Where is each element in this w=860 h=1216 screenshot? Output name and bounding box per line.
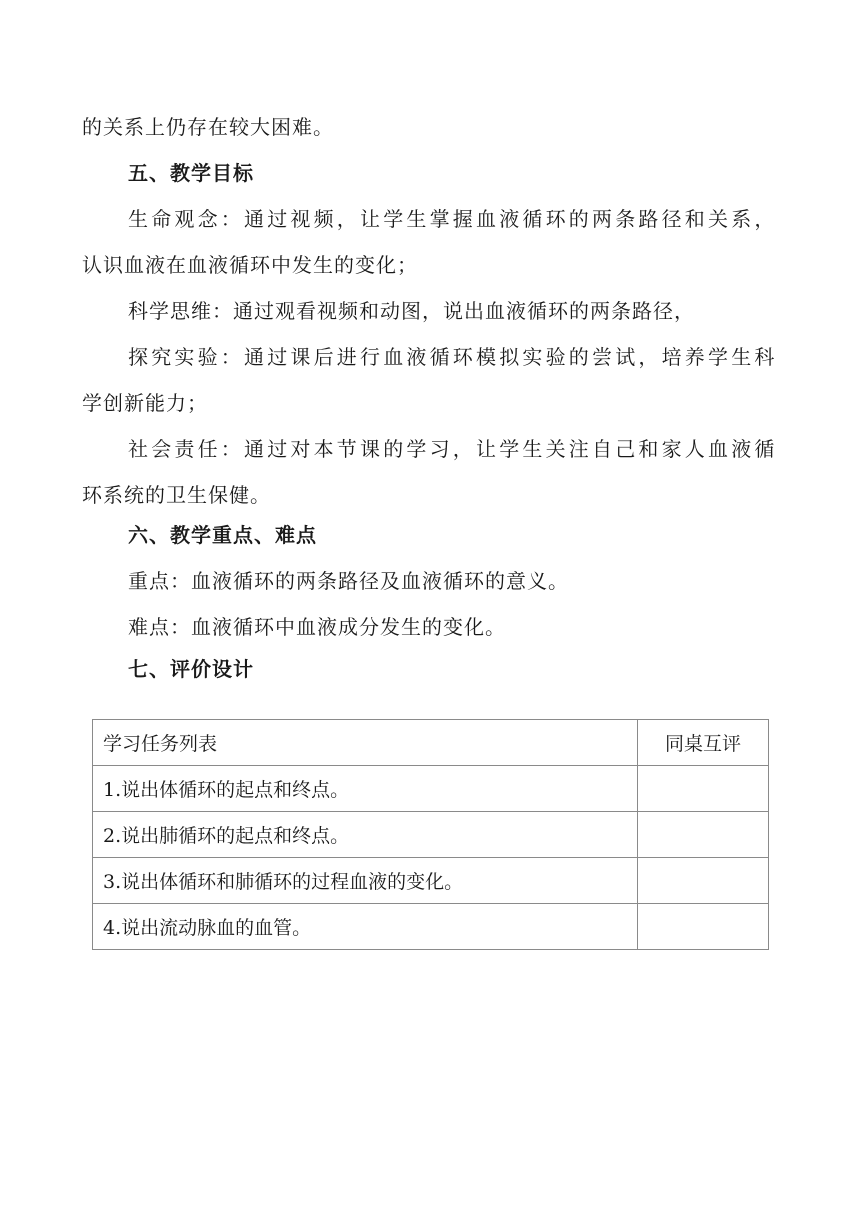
table-cell-peer-review bbox=[638, 812, 769, 858]
table-cell-peer-review bbox=[638, 904, 769, 950]
table-row bbox=[93, 858, 769, 904]
table-cell-task: 1.说出体循环的起点和终点。 bbox=[93, 766, 638, 812]
paragraph-social-responsibility-line1: 社会责任：通过对本节课的学习，让学生关注自己和家人血液循 bbox=[128, 437, 778, 461]
table-cell-peer-review bbox=[638, 858, 769, 904]
paragraph-continuation: 的关系上仍存在较大困难。 bbox=[82, 115, 334, 139]
paragraph-life-concept-line1: 生命观念：通过视频，让学生掌握血液循环的两条路径和关系， bbox=[128, 207, 778, 231]
paragraph-social-responsibility-line2: 环系统的卫生保健。 bbox=[82, 483, 271, 507]
table-row bbox=[93, 766, 769, 812]
paragraph-life-concept-line2: 认识血液在血液循环中发生的变化； bbox=[82, 253, 418, 277]
table-cell-task: 2.说出肺循环的起点和终点。 bbox=[93, 812, 638, 858]
paragraph-scientific-thinking: 科学思维：通过观看视频和动图，说出血液循环的两条路径， bbox=[128, 299, 695, 323]
paragraph-key-point: 重点：血液循环的两条路径及血液循环的意义。 bbox=[128, 569, 569, 593]
table-cell-task: 4.说出流动脉血的血管。 bbox=[93, 904, 638, 950]
table-row bbox=[93, 812, 769, 858]
heading-key-points: 六、教学重点、难点 bbox=[128, 523, 317, 547]
heading-evaluation-design: 七、评价设计 bbox=[128, 657, 254, 681]
table-header-row bbox=[93, 720, 769, 766]
table-cell-task: 3.说出体循环和肺循环的过程血液的变化。 bbox=[93, 858, 638, 904]
paragraph-inquiry-experiment-line2: 学创新能力； bbox=[82, 391, 208, 415]
paragraph-inquiry-experiment-line1: 探究实验：通过课后进行血液循环模拟实验的尝试，培养学生科 bbox=[128, 345, 778, 369]
evaluation-table bbox=[92, 719, 769, 950]
table-cell-peer-review bbox=[638, 766, 769, 812]
heading-teaching-objectives: 五、教学目标 bbox=[128, 161, 254, 185]
table-header-peer-review: 同桌互评 bbox=[638, 720, 769, 766]
paragraph-difficulty: 难点：血液循环中血液成分发生的变化。 bbox=[128, 615, 506, 639]
table-row bbox=[93, 904, 769, 950]
table-header-task-list: 学习任务列表 bbox=[93, 720, 638, 766]
